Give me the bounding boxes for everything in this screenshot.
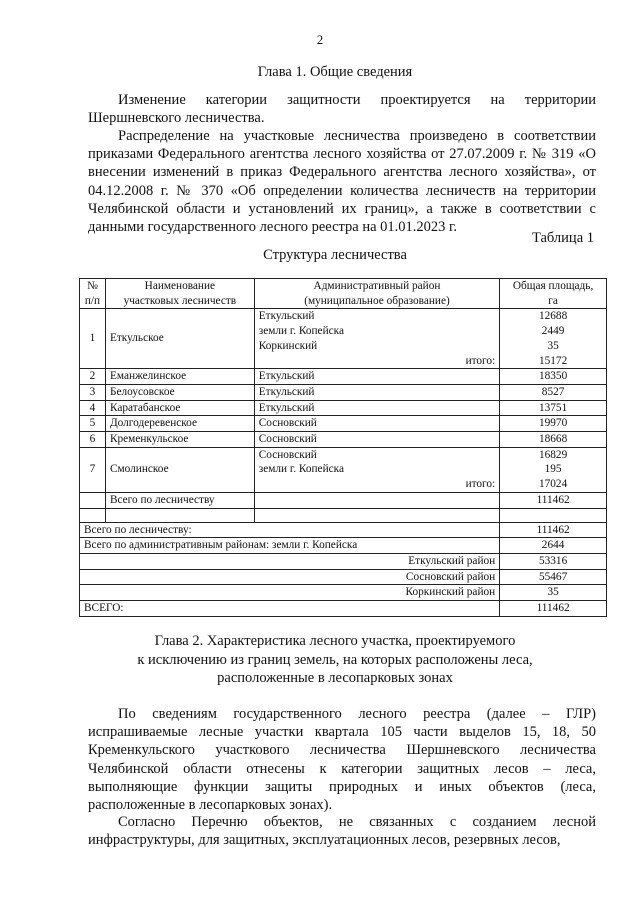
row-num: 5 bbox=[80, 416, 106, 432]
row-area: 18668 bbox=[500, 432, 607, 448]
chapter-2-paragraph-2: Согласно Перечню объектов, не связанных с созданием лесной инфраструктуры, для защитных, эксплуатационных лесов, резервных лесов, bbox=[88, 814, 596, 849]
table-row bbox=[80, 432, 607, 448]
row-name: Еманжелинское bbox=[105, 369, 254, 385]
chapter-1-paragraph-2: Распределение на участковые лесничества произведено в соответствии приказами Федерального агентства лесного хозяйства от 27.07.2009 г. № 319 «О внесении изменений в приказ Федерального агентства лесного хозяйства», от 04.12.2008 г. № 370 «Об определении количества лесничеств на территории Челябинской области и установлений их границ», а также в соответствии с данными государственного лесного реестра на 01.01.2023 г. bbox=[88, 128, 596, 236]
header-district: Административный район (муниципальное образование) bbox=[254, 279, 499, 309]
summary-label: Всего по лесничеству: bbox=[80, 522, 500, 538]
summary-label: Коркинский район bbox=[80, 585, 500, 601]
row-district: Сосновский bbox=[254, 416, 499, 432]
summary-row bbox=[80, 553, 607, 569]
table-title: Структура лесничества bbox=[263, 247, 407, 263]
header-name: Наименование участковых лесничеств bbox=[105, 279, 254, 309]
row-num: 4 bbox=[80, 400, 106, 416]
row-area: 8527 bbox=[500, 384, 607, 400]
table-row bbox=[80, 400, 607, 416]
row-area: 16829 195 17024 bbox=[500, 447, 607, 492]
grand-total-row bbox=[80, 601, 607, 617]
row-name: Еткульское bbox=[105, 309, 254, 369]
row-name: Белоусовское bbox=[105, 384, 254, 400]
total-value: 111462 bbox=[500, 492, 607, 508]
table-row bbox=[80, 384, 607, 400]
chapter-2-paragraph-1: По сведениям государственного лесного реестра (далее – ГЛР) испрашиваемые лесные участки квартала 105 части выделов 15, 18, 50 Кременкульского участкового лесничества Шершневского лесничества Челябинской области отнесены к категории защитных лесов – леса, выполняющие функции защиты природных и иных объектов (леса, расположенные в лесопарковых зонах). bbox=[88, 706, 596, 814]
row-district: Еткульский bbox=[254, 369, 499, 385]
row-area: 18350 bbox=[500, 369, 607, 385]
row-name: Долгодеревенское bbox=[105, 416, 254, 432]
summary-value: 55467 bbox=[500, 569, 607, 585]
table-label: Таблица 1 bbox=[531, 230, 594, 246]
summary-row bbox=[80, 538, 607, 554]
table-header-row bbox=[80, 279, 607, 309]
summary-value: 111462 bbox=[500, 522, 607, 538]
forestry-total-row bbox=[80, 492, 607, 508]
total-label: Всего по лесничеству bbox=[105, 492, 254, 508]
row-name: Кременкульское bbox=[105, 432, 254, 448]
summary-label: Всего по административным районам: земли г. Копейска bbox=[80, 538, 500, 554]
row-name: Смолинское bbox=[105, 447, 254, 492]
row-area: 19970 bbox=[500, 416, 607, 432]
row-district: Еткульский bbox=[254, 384, 499, 400]
header-num: № п/п bbox=[80, 279, 106, 309]
row-num: 3 bbox=[80, 384, 106, 400]
summary-row bbox=[80, 569, 607, 585]
empty-row bbox=[80, 508, 607, 522]
table-row bbox=[80, 369, 607, 385]
summary-value: 35 bbox=[500, 585, 607, 601]
chapter-2-title: Глава 2. Характеристика лесного участка, проектируемого к исключению из границ земель, на которых расположены леса, расположенные в лесопарковых зонах bbox=[137, 633, 533, 686]
grand-total-value: 111462 bbox=[500, 601, 607, 617]
row-num: 7 bbox=[80, 447, 106, 492]
grand-total-label: ВСЕГО: bbox=[80, 601, 500, 617]
summary-value: 53316 bbox=[500, 553, 607, 569]
header-area: Общая площадь, га bbox=[500, 279, 607, 309]
table-row bbox=[80, 416, 607, 432]
row-district: Сосновский земли г. Копейска итого: bbox=[254, 447, 499, 492]
table-row bbox=[80, 309, 607, 369]
summary-value: 2644 bbox=[500, 538, 607, 554]
summary-row bbox=[80, 522, 607, 538]
row-area: 13751 bbox=[500, 400, 607, 416]
row-district: Еткульский bbox=[254, 400, 499, 416]
row-district: Сосновский bbox=[254, 432, 499, 448]
summary-label: Еткульский район bbox=[80, 553, 500, 569]
page-number: 2 bbox=[316, 32, 324, 47]
chapter-1-title: Глава 1. Общие сведения bbox=[257, 64, 413, 80]
row-area: 12688 2449 35 15172 bbox=[500, 309, 607, 369]
row-name: Каратабанское bbox=[105, 400, 254, 416]
summary-row bbox=[80, 585, 607, 601]
row-num: 2 bbox=[80, 369, 106, 385]
row-num: 1 bbox=[80, 309, 106, 369]
chapter-1-paragraph-1: Изменение категории защитности проектируется на территории Шершневского лесничества. bbox=[88, 92, 596, 127]
summary-label: Сосновский район bbox=[80, 569, 500, 585]
table-row bbox=[80, 447, 607, 492]
row-district: Еткульский земли г. Копейска Коркинский итого: bbox=[254, 309, 499, 369]
forestry-structure-table bbox=[79, 278, 607, 617]
row-num: 6 bbox=[80, 432, 106, 448]
